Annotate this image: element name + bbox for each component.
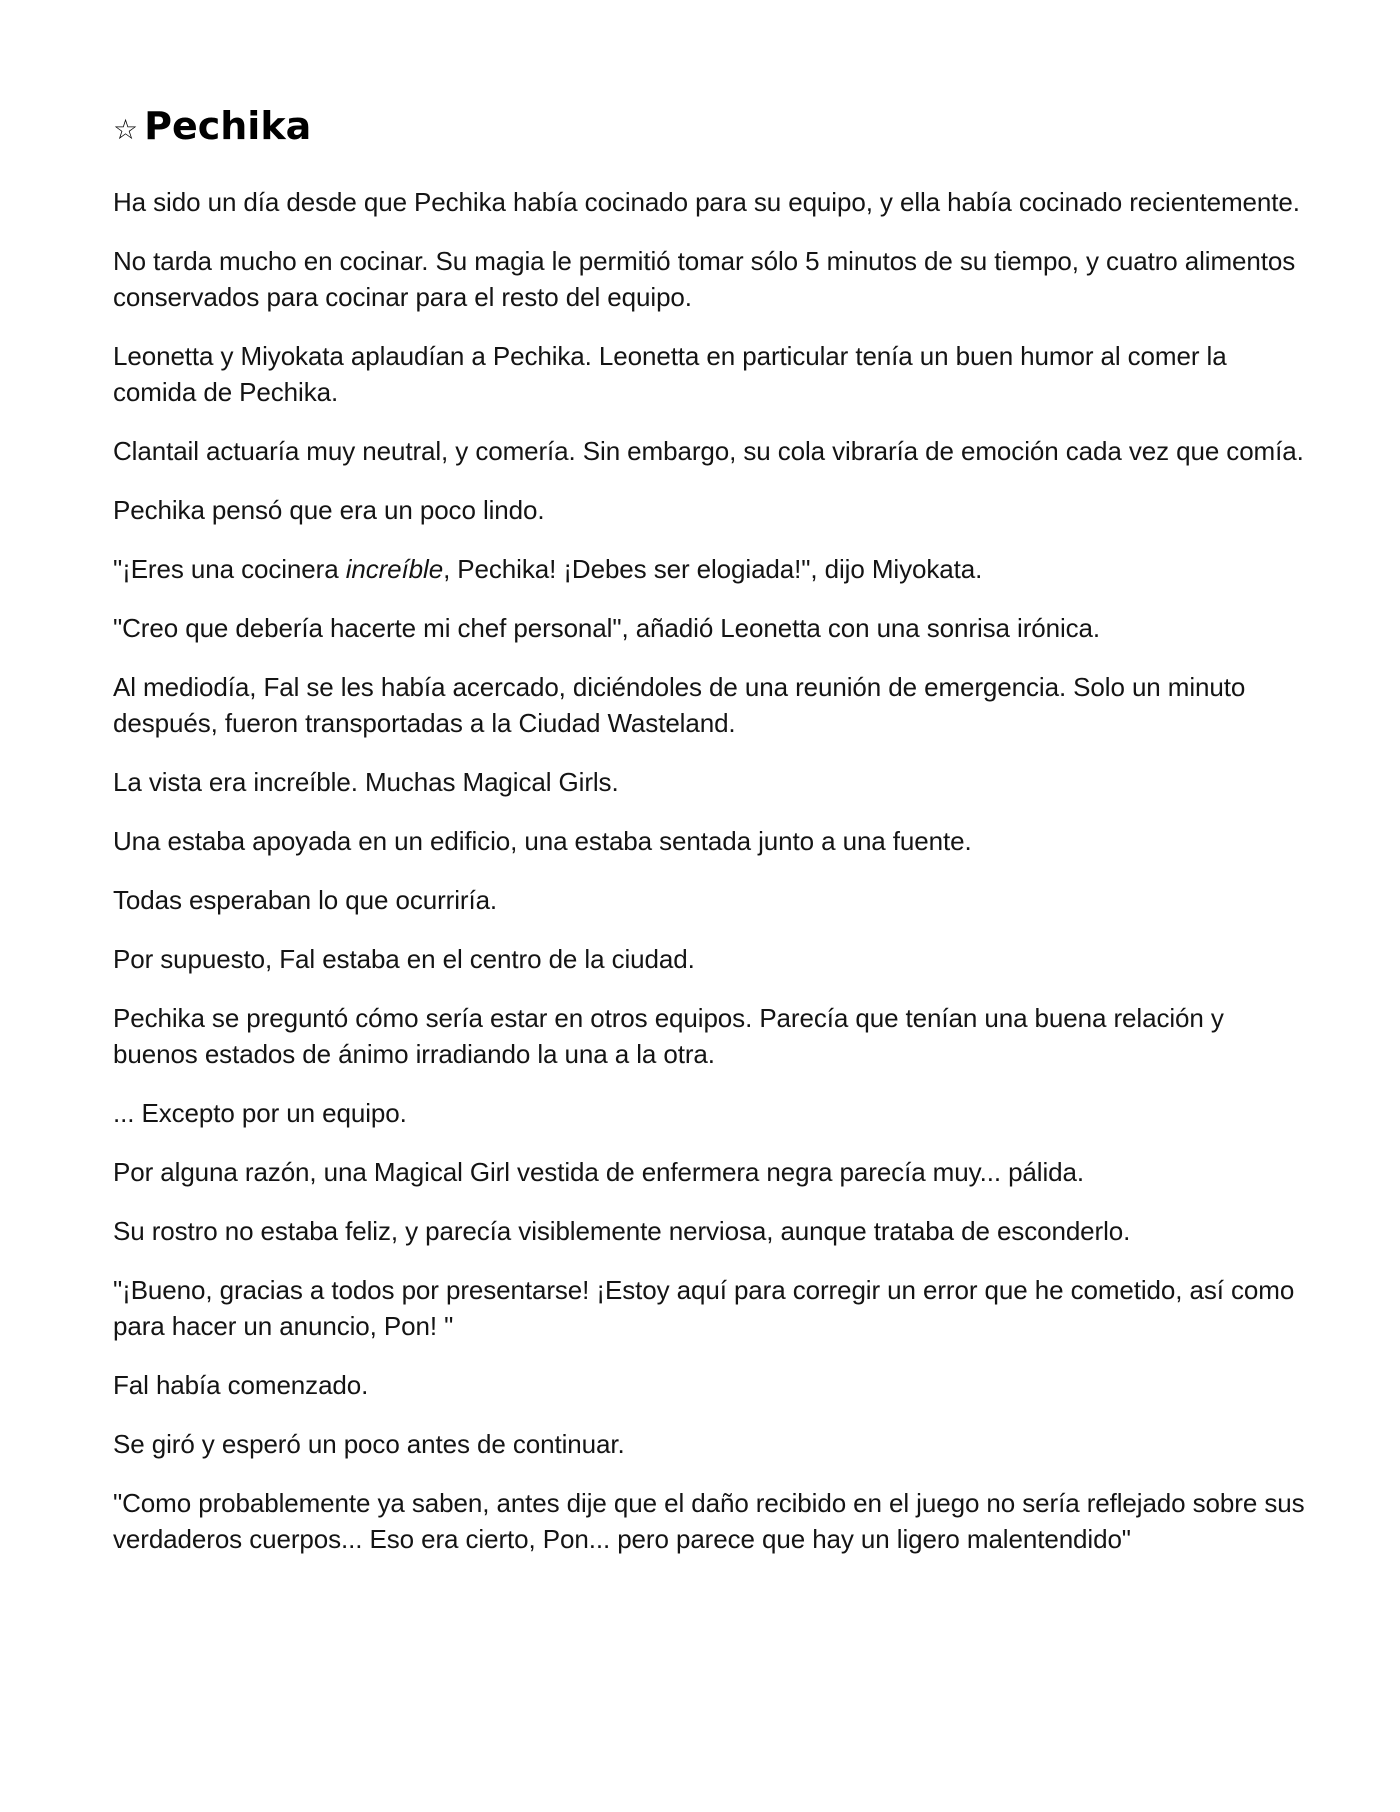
paragraph: Leonetta y Miyokata aplaudían a Pechika. Leonetta en particular tenía un buen humor al comer la comida de Pechika. [113, 341, 1227, 407]
paragraph: Pechika pensó que era un poco lindo. [113, 495, 545, 525]
paragraph: La vista era increíble. Muchas Magical Girls. [113, 767, 619, 797]
paragraph: Todas esperaban lo que ocurriría. [113, 885, 498, 915]
quote-text-after: , Pechika! ¡Debes ser elogiada!", dijo Miyokata. [443, 554, 983, 584]
paragraph: ... Excepto por un equipo. [113, 1098, 407, 1128]
paragraph: Por supuesto, Fal estaba en el centro de la ciudad. [113, 944, 695, 974]
paragraph-quote-miyokata [113, 551, 1313, 587]
paragraph: Pechika se preguntó cómo sería estar en otros equipos. Parecía que tenían una buena relación y buenos estados de ánimo irradiando la una a la otra. [113, 1003, 1224, 1069]
paragraph: Su rostro no estaba feliz, y parecía visiblemente nerviosa, aunque trataba de esconderlo. [113, 1216, 1131, 1246]
paragraph: "Como probablemente ya saben, antes dije que el daño recibido en el juego no sería reflejado sobre sus verdaderos cuerpos... Eso era cierto, Pon... pero parece que hay un ligero malentendido" [113, 1488, 1305, 1554]
paragraph: Se giró y esperó un poco antes de continuar. [113, 1429, 625, 1459]
paragraph: Por alguna razón, una Magical Girl vestida de enfermera negra parecía muy... pálida. [113, 1157, 1084, 1187]
paragraph: Fal había comenzado. [113, 1370, 369, 1400]
paragraph: Una estaba apoyada en un edificio, una estaba sentada junto a una fuente. [113, 826, 972, 856]
chapter-title-text: Pechika [144, 104, 312, 148]
chapter-title [113, 100, 1313, 156]
paragraph: No tarda mucho en cocinar. Su magia le permitió tomar sólo 5 minutos de su tiempo, y cuatro alimentos conservados para cocinar para el resto del equipo. [113, 246, 1296, 312]
paragraph: "Creo que debería hacerte mi chef personal", añadió Leonetta con una sonrisa irónica. [113, 613, 1101, 643]
star-outline-icon: ☆ [113, 113, 139, 146]
quote-text-before: "¡Eres una cocinera [113, 554, 346, 584]
document-page [113, 100, 1313, 1580]
paragraph: Al mediodía, Fal se les había acercado, diciéndoles de una reunión de emergencia. Solo un minuto después, fueron transportadas a la Ciudad Wasteland. [113, 672, 1246, 738]
paragraph: "¡Bueno, gracias a todos por presentarse! ¡Estoy aquí para corregir un error que he cometido, así como para hacer un anuncio, Pon! " [113, 1275, 1295, 1341]
paragraph: Clantail actuaría muy neutral, y comería. Sin embargo, su cola vibraría de emoción cada vez que comía. [113, 436, 1304, 466]
quote-emphasis: increíble [345, 554, 444, 584]
paragraph: Ha sido un día desde que Pechika había cocinado para su equipo, y ella había cocinado recientemente. [113, 187, 1300, 217]
